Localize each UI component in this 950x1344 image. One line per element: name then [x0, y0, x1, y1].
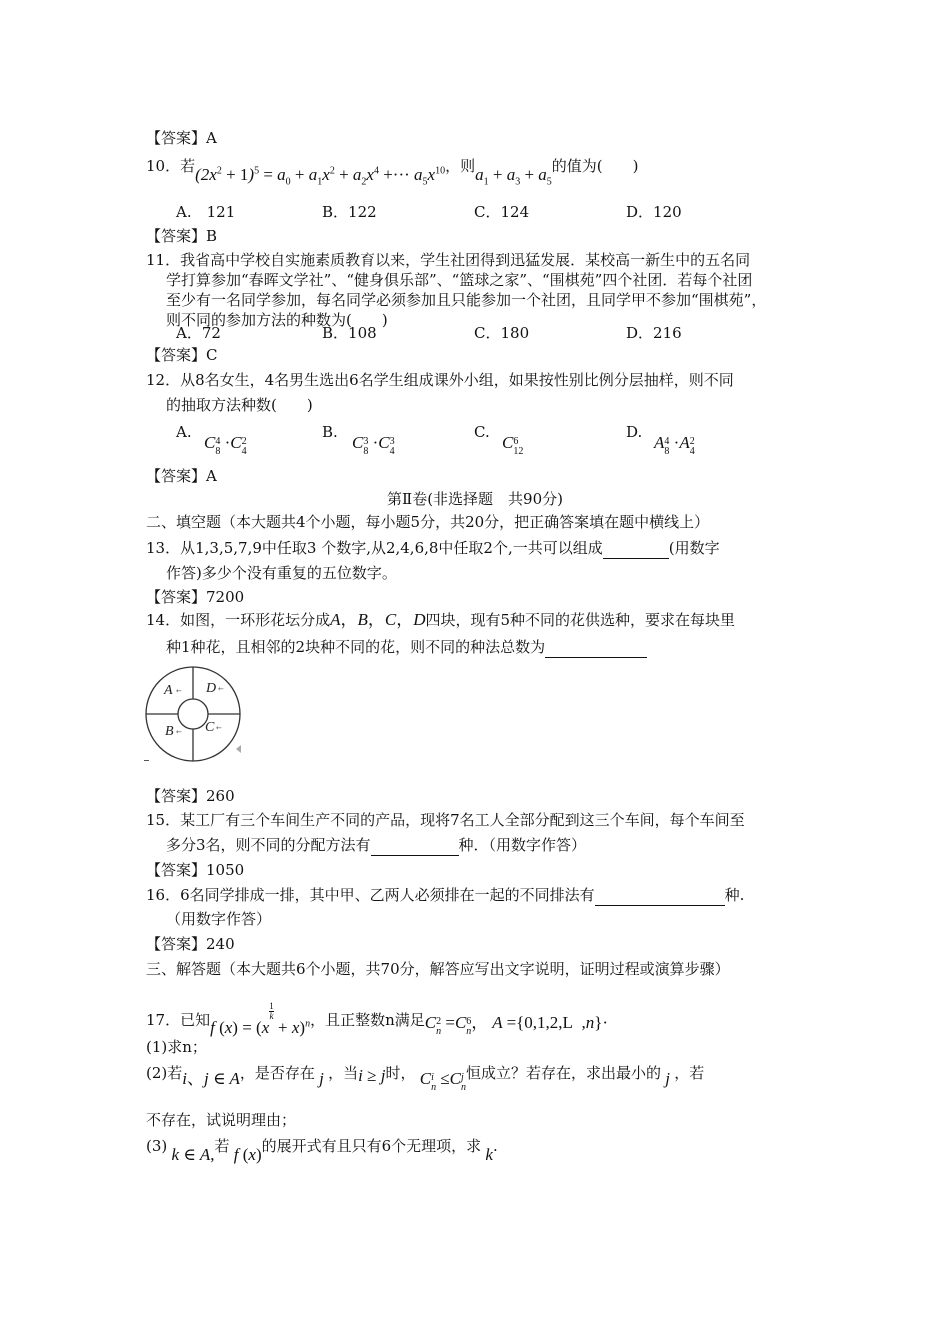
q13-answer: 【答案】7200 — [146, 588, 245, 606]
q16-line-1 — [146, 885, 744, 906]
q17-part-1: (1)求n； — [146, 1038, 207, 1056]
q10-option-b: B．122 — [322, 203, 377, 221]
q14-label-d: D — [206, 681, 217, 696]
q14-line-1 — [146, 610, 735, 630]
q10-expression: $(2x^2 + 1)^5 = a_0 + a_1x^2 + a_2x^4$ +··· $a_5x^{10}$ — [195, 165, 446, 188]
q17-ineq-ij: i ≥ j — [358, 1066, 386, 1085]
q17-k: k — [481, 1145, 493, 1164]
q15-line-2 — [166, 835, 586, 856]
q14-label-c-mark: ← — [216, 724, 222, 732]
q14-label-d-mark: ← — [218, 685, 224, 693]
q13-blank — [603, 538, 669, 559]
q17-part-3 — [146, 1136, 498, 1166]
q11-option-a: A．72 — [176, 324, 221, 342]
q12-option-d-expr: A 4 8 ·A 2 4 — [654, 433, 695, 457]
q14-regions: A，B，C，D — [330, 610, 426, 629]
q14-anchor-mark — [236, 745, 241, 753]
q10-stem — [146, 156, 639, 186]
q12-option-d-letter: D. — [626, 423, 643, 441]
q17-part2-c: ，当 — [328, 1064, 359, 1082]
q11-line-2: 学打算参加“春晖文学社”、“健身俱乐部”、“篮球之家”、“围棋苑”四个社团．若每个社团 — [166, 271, 753, 289]
q14-text-c: 种1种花，且相邻的2块种不同的花，则不同的种法总数为 — [166, 638, 546, 656]
q14-label-c: C — [205, 720, 215, 735]
q10-answer: 【答案】B — [146, 227, 218, 245]
q13-line-1 — [146, 538, 720, 559]
q14-blank — [545, 637, 647, 658]
q17-fx: f (x) — [229, 1145, 262, 1164]
q10-suffix: 的值为( ) — [551, 157, 639, 175]
q15-blank — [371, 835, 459, 856]
q12-option-b-letter: B. — [322, 423, 338, 441]
q16-text-b: 种. — [724, 886, 745, 904]
q11-option-d: D．216 — [626, 324, 682, 342]
q17-part2-d: 时， — [385, 1064, 416, 1082]
q17-prefix: 17．已知 — [146, 1011, 211, 1029]
q14-paragraph-mark — [144, 760, 149, 761]
q14-line-2 — [166, 637, 647, 658]
q12-option-c-letter: C. — [474, 423, 490, 441]
q16-line-2: （用数字作答） — [166, 910, 272, 928]
q12-line-1: 12．从8名女生，4名男生选出6名学生组成课外小组，如果按性别比例分层抽样，则不同 — [146, 371, 734, 389]
solve-heading: 三、解答题（本大题共6个小题，共70分，解答应写出文字说明，证明过程或演算步骤） — [146, 960, 730, 978]
q10-option-d: D．120 — [626, 203, 682, 221]
q13-text-end: (用数字 — [668, 539, 720, 557]
q17-part3-c: 的展开式有且只有6个无理项，求 — [261, 1137, 482, 1155]
q12-option-a-expr: C 4 8 ·C 2 4 — [204, 433, 247, 457]
q15-text-a: 多分3名，则不同的分配方法有 — [166, 836, 371, 854]
q17-part2-a: (2)若 — [146, 1064, 183, 1082]
q14-label-a-mark: ← — [176, 687, 182, 695]
q11-option-c: C．180 — [474, 324, 530, 342]
q12-option-a-letter: A. — [176, 423, 192, 441]
q12-answer: 【答案】A — [146, 467, 217, 485]
q11-line-4: 则不同的参加方法的种数为( ) — [166, 311, 388, 329]
q17-part-2 — [146, 1063, 704, 1093]
q14-inner-circle — [178, 699, 208, 729]
q14-label-b-mark: ← — [176, 728, 182, 736]
q17-part-2-line-2: 不存在，试说明理由； — [146, 1111, 297, 1129]
q17-j-1: j — [314, 1069, 329, 1088]
q17-k-in-a: k ∈ A, — [167, 1145, 215, 1164]
q14-answer: 【答案】260 — [146, 787, 235, 805]
q14-label-b: B — [165, 724, 174, 739]
q14-text-a: 14．如图，一环形花坛分成 — [146, 611, 331, 629]
q10-prefix: 10．若 — [146, 157, 196, 175]
q17-part3-b: 若 — [214, 1137, 230, 1155]
fill-heading: 二、填空题（本大题共4个小题，每小题5分，共20分，把正确答案填在题中横线上） — [146, 513, 710, 531]
q15-line-1: 15．某工厂有三个车间生产不同的产品，现将7名工人全部分配到这三个车间，每个车间至 — [146, 811, 745, 829]
q13-text: 13．从1,3,5,7,9中任取3 个数字,从2,4,6,8中任取2个,一共可以组成 — [146, 539, 603, 557]
q17-j-2: j — [661, 1069, 675, 1088]
q11-line-1: 11．我省高中学校自实施素质教育以来，学生社团得到迅猛发展．某校高一新生中的五名同 — [146, 251, 751, 269]
q11-option-b: B．108 — [322, 324, 377, 342]
q10-option-c: C．124 — [474, 203, 530, 221]
q10-option-a: A. 121 — [176, 203, 236, 221]
q13-line-2: 作答)多少个没有重复的五位数字。 — [166, 564, 397, 582]
q15-text-b: 种．（用数字作答） — [458, 836, 587, 854]
q10-mid: ，则 — [445, 157, 476, 175]
q17-part3-d: . — [492, 1137, 498, 1155]
q16-answer: 【答案】240 — [146, 935, 235, 953]
q17-ij-set: i、j ∈ A — [182, 1069, 240, 1088]
q17-ineq-c: C i n ≤C j n — [415, 1069, 467, 1093]
q15-answer: 【答案】1050 — [146, 861, 245, 879]
q12-option-c-expr: C 6 12 — [502, 433, 524, 457]
q12-line-2: 的抽取方法种数( ) — [166, 396, 313, 414]
q16-text-a: 16．6名同学排成一排，其中甲、乙两人必须排在一起的不同排法有 — [146, 886, 595, 904]
q14-ring-figure — [140, 660, 244, 764]
q17-mid: ，且正整数n满足 — [310, 1011, 425, 1029]
q16-blank — [595, 885, 725, 906]
q17-part2-b: ，是否存在 — [239, 1064, 315, 1082]
q17-stem — [146, 994, 609, 1037]
q14-text-b: 四块，现有5种不同的花供选种，要求在每块里 — [425, 611, 736, 629]
q9-answer: 【答案】A — [146, 129, 217, 147]
q10-target: $a_1 + a_3 + a_5$ — [475, 165, 552, 188]
q12-option-b-expr: C 3 8 ·C 3 4 — [352, 433, 395, 457]
q17-part2-e: 恒成立？若存在，求出最小的 — [466, 1064, 662, 1082]
q14-label-a: A — [164, 683, 173, 698]
q11-answer: 【答案】C — [146, 346, 218, 364]
q17-condition: C 2 n =C 6 n ， A ={0,1,2,L ,n}· — [424, 1013, 609, 1037]
q17-part3-a: (3) — [146, 1137, 168, 1155]
q17-function: f (x) = (x $\frac{1}{k}$ + x)$^n$ — [210, 1001, 311, 1037]
q11-line-3: 至少有一名同学参加，每名同学必须参加且只能参加一个社团，且同学甲不参加“围棋苑”， — [166, 291, 767, 309]
section2-title: 第Ⅱ卷(非选择题 共90分) — [387, 490, 563, 508]
q17-part2-f: ，若 — [674, 1064, 705, 1082]
